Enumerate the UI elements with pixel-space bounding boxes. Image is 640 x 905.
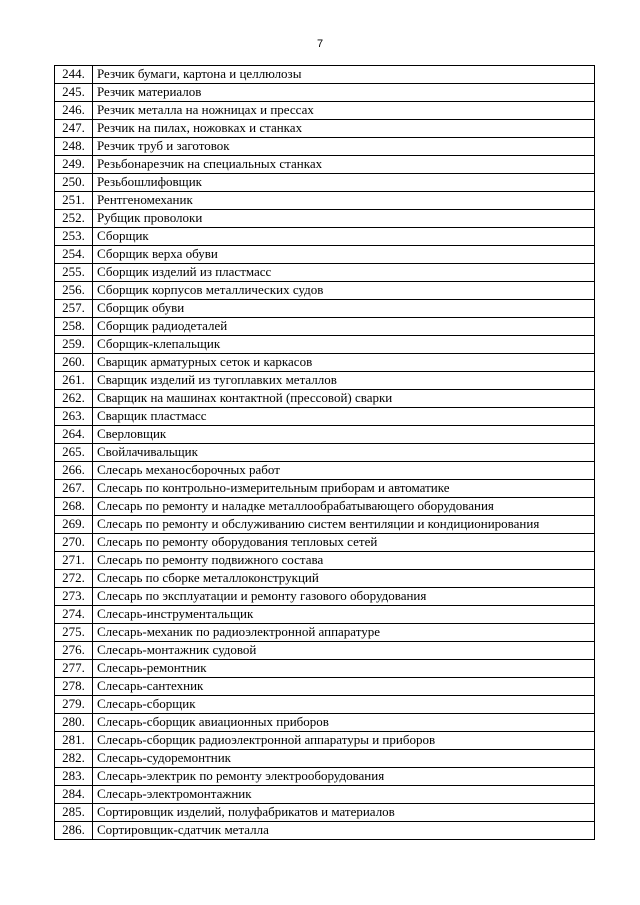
table-row: [55, 516, 595, 534]
row-number: 274.: [55, 606, 93, 624]
row-number: 260.: [55, 354, 93, 372]
table-row: [55, 318, 595, 336]
table-row: [55, 102, 595, 120]
row-number: 251.: [55, 192, 93, 210]
table-row: [55, 66, 595, 84]
row-number: 254.: [55, 246, 93, 264]
table-row: [55, 696, 595, 714]
profession-name: Слесарь-сантехник: [93, 678, 595, 696]
profession-name: Слесарь по ремонту оборудования тепловых сетей: [93, 534, 595, 552]
row-number: 245.: [55, 84, 93, 102]
table-row: [55, 624, 595, 642]
table-row: [55, 462, 595, 480]
row-number: 285.: [55, 804, 93, 822]
table-row: [55, 570, 595, 588]
profession-name: Слесарь механосборочных работ: [93, 462, 595, 480]
profession-name: Сборщик изделий из пластмасс: [93, 264, 595, 282]
table-row: [55, 336, 595, 354]
profession-name: Сварщик на машинах контактной (прессовой) сварки: [93, 390, 595, 408]
row-number: 248.: [55, 138, 93, 156]
table-row: [55, 390, 595, 408]
professions-table-body: [55, 66, 595, 840]
table-row: [55, 156, 595, 174]
profession-name: Сортировщик изделий, полуфабрикатов и материалов: [93, 804, 595, 822]
profession-name: Слесарь по контрольно-измерительным приборам и автоматике: [93, 480, 595, 498]
row-number: 276.: [55, 642, 93, 660]
profession-name: Слесарь по ремонту и наладке металлообрабатывающего оборудования: [93, 498, 595, 516]
row-number: 284.: [55, 786, 93, 804]
profession-name: Рубщик проволоки: [93, 210, 595, 228]
profession-name: Сборщик корпусов металлических судов: [93, 282, 595, 300]
profession-name: Резьбонарезчик на специальных станках: [93, 156, 595, 174]
table-row: [55, 138, 595, 156]
table-row: [55, 822, 595, 840]
row-number: 263.: [55, 408, 93, 426]
table-row: [55, 444, 595, 462]
row-number: 283.: [55, 768, 93, 786]
profession-name: Резчик металла на ножницах и прессах: [93, 102, 595, 120]
row-number: 253.: [55, 228, 93, 246]
row-number: 280.: [55, 714, 93, 732]
row-number: 275.: [55, 624, 93, 642]
row-number: 279.: [55, 696, 93, 714]
row-number: 247.: [55, 120, 93, 138]
row-number: 278.: [55, 678, 93, 696]
table-row: [55, 606, 595, 624]
profession-name: Слесарь-механик по радиоэлектронной аппаратуре: [93, 624, 595, 642]
profession-name: Слесарь-ремонтник: [93, 660, 595, 678]
profession-name: Сборщик обуви: [93, 300, 595, 318]
table-row: [55, 480, 595, 498]
table-row: [55, 426, 595, 444]
profession-name: Слесарь по ремонту подвижного состава: [93, 552, 595, 570]
table-row: [55, 246, 595, 264]
page-number: 7: [316, 38, 324, 50]
profession-name: Сборщик верха обуви: [93, 246, 595, 264]
profession-name: Резчик бумаги, картона и целлюлозы: [93, 66, 595, 84]
profession-name: Сортировщик-сдатчик металла: [93, 822, 595, 840]
row-number: 271.: [55, 552, 93, 570]
profession-name: Слесарь-электрик по ремонту электрооборудования: [93, 768, 595, 786]
row-number: 252.: [55, 210, 93, 228]
row-number: 244.: [55, 66, 93, 84]
table-row: [55, 660, 595, 678]
table-row: [55, 264, 595, 282]
profession-name: Слесарь по сборке металлоконструкций: [93, 570, 595, 588]
table-row: [55, 552, 595, 570]
table-row: [55, 534, 595, 552]
table-row: [55, 408, 595, 426]
profession-name: Слесарь по ремонту и обслуживанию систем вентиляции и кондиционирования: [93, 516, 595, 534]
table-row: [55, 120, 595, 138]
table-row: [55, 84, 595, 102]
profession-name: Резьбошлифовщик: [93, 174, 595, 192]
table-row: [55, 228, 595, 246]
table-row: [55, 714, 595, 732]
row-number: 281.: [55, 732, 93, 750]
row-number: 255.: [55, 264, 93, 282]
row-number: 277.: [55, 660, 93, 678]
profession-name: Слесарь-монтажник судовой: [93, 642, 595, 660]
table-row: [55, 210, 595, 228]
profession-name: Слесарь-сборщик: [93, 696, 595, 714]
profession-name: Резчик материалов: [93, 84, 595, 102]
table-row: [55, 804, 595, 822]
profession-name: Слесарь-инструментальщик: [93, 606, 595, 624]
row-number: 266.: [55, 462, 93, 480]
table-row: [55, 642, 595, 660]
table-row: [55, 786, 595, 804]
row-number: 256.: [55, 282, 93, 300]
row-number: 286.: [55, 822, 93, 840]
profession-name: Слесарь-судоремонтник: [93, 750, 595, 768]
profession-name: Сварщик арматурных сеток и каркасов: [93, 354, 595, 372]
table-row: [55, 300, 595, 318]
table-row: [55, 732, 595, 750]
row-number: 270.: [55, 534, 93, 552]
profession-name: Сверловщик: [93, 426, 595, 444]
table-row: [55, 372, 595, 390]
profession-name: Сварщик изделий из тугоплавких металлов: [93, 372, 595, 390]
table-row: [55, 192, 595, 210]
row-number: 261.: [55, 372, 93, 390]
profession-name: Резчик труб и заготовок: [93, 138, 595, 156]
professions-table: [54, 65, 595, 840]
table-row: [55, 678, 595, 696]
row-number: 262.: [55, 390, 93, 408]
row-number: 259.: [55, 336, 93, 354]
row-number: 265.: [55, 444, 93, 462]
profession-name: Резчик на пилах, ножовках и станках: [93, 120, 595, 138]
profession-name: Свойлачивальщик: [93, 444, 595, 462]
table-row: [55, 282, 595, 300]
row-number: 269.: [55, 516, 93, 534]
profession-name: Слесарь-электромонтажник: [93, 786, 595, 804]
table-row: [55, 498, 595, 516]
profession-name: Сборщик радиодеталей: [93, 318, 595, 336]
row-number: 250.: [55, 174, 93, 192]
table-row: [55, 750, 595, 768]
row-number: 249.: [55, 156, 93, 174]
profession-name: Рентгеномеханик: [93, 192, 595, 210]
table-row: [55, 588, 595, 606]
profession-name: Слесарь по эксплуатации и ремонту газового оборудования: [93, 588, 595, 606]
row-number: 272.: [55, 570, 93, 588]
row-number: 257.: [55, 300, 93, 318]
table-row: [55, 354, 595, 372]
table-row: [55, 174, 595, 192]
profession-name: Сварщик пластмасс: [93, 408, 595, 426]
profession-name: Слесарь-сборщик авиационных приборов: [93, 714, 595, 732]
profession-name: Слесарь-сборщик радиоэлектронной аппаратуры и приборов: [93, 732, 595, 750]
row-number: 258.: [55, 318, 93, 336]
profession-name: Сборщик-клепальщик: [93, 336, 595, 354]
table-row: [55, 768, 595, 786]
row-number: 282.: [55, 750, 93, 768]
row-number: 246.: [55, 102, 93, 120]
row-number: 264.: [55, 426, 93, 444]
row-number: 267.: [55, 480, 93, 498]
profession-name: Сборщик: [93, 228, 595, 246]
row-number: 273.: [55, 588, 93, 606]
row-number: 268.: [55, 498, 93, 516]
